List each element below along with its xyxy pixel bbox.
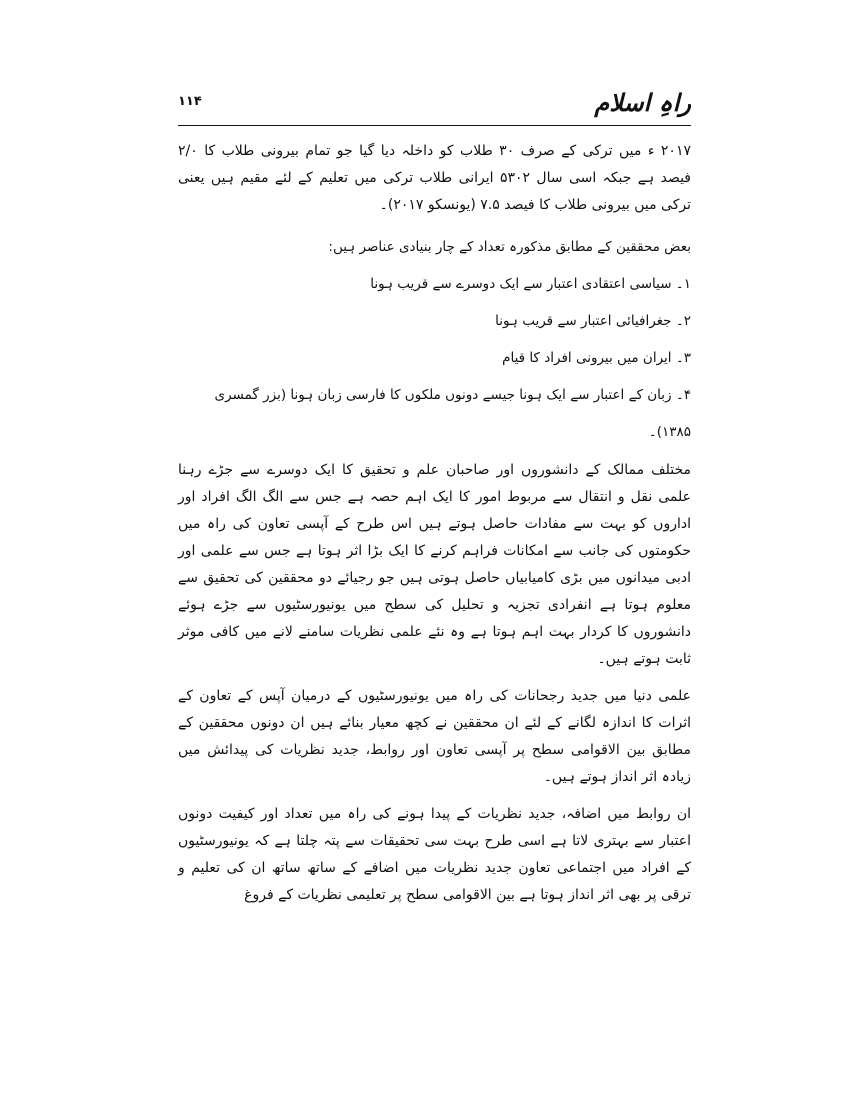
page-number: ۱۱۴ bbox=[178, 94, 202, 109]
journal-title: راہِ اسلام bbox=[594, 88, 691, 117]
list-item-3: ۳۔ ایران میں بیرونی افراد کا قیام bbox=[502, 350, 691, 366]
list-item-1: ۱۔ سیاسی اعتقادی اعتبار سے ایک دوسرے سے قریب ہونا bbox=[370, 276, 691, 292]
paragraph-2: مختلف ممالک کے دانشوروں اور صاحبان علم و تحقیق کا ایک دوسرے سے جڑے رہنا علمی نقل و انتقال سے مربوط امور کا ایک اہم حصہ ہے جس سے الگ الگ افراد اور اداروں کو بہت سے مفادات حاصل ہوتے ہیں اس طرح کے آپسی تعاون کی راہ میں حکومتوں کی جانب سے امکانات فراہم کرنے کا ایک بڑا اثر ہوتا ہے جس سے علمی اور ادبی میدانوں میں بڑی کامیابیاں حاصل ہوتی ہیں جو رجیائے دو محققین کی تحقیق سے معلوم ہوتا ہے انفرادی تجزیہ و تحلیل کی سطح میں یونیورسٹیوں سے جڑے ہوئے دانشوروں کا کردار بہت اہم ہوتا ہے وہ نئے علمی نظریات سامنے لانے میں کافی موثر ثابت ہوتے ہیں۔ bbox=[178, 462, 691, 667]
paragraph-1: ۲۰۱۷ ء میں ترکی کے صرف ۳۰ طلاب کو داخلہ دیا گیا جو تمام بیرونی طلاب کا ۲/۰ فیصد ہے جبکہ اسی سال ۵۳۰۲ ایرانی طلاب ترکی میں تعلیم کے لئے مقیم ہیں یعنی ترکی میں بیرونی طلاب کا فیصد ۷.۵ (یونسکو ۲۰۱۷)۔ bbox=[178, 143, 692, 213]
page-header bbox=[178, 88, 691, 116]
list-item-4: ۴۔ زبان کے اعتبار سے ایک ہونا جیسے دونوں ملکوں کا فارسی زبان ہونا (بزر گمسری ۱۳۸۵)۔ bbox=[214, 387, 691, 440]
header-rule bbox=[178, 125, 691, 126]
list-intro: بعض محققین کے مطابق مذکورہ تعداد کے چار بنیادی عناصر ہیں: bbox=[328, 239, 691, 255]
paragraph-3: علمی دنیا میں جدید رجحانات کی راہ میں یونیورسٹیوں کے درمیان آپس کے تعاون کے اثرات کا اندازہ لگانے کے لئے ان محققین نے کچھ معیار بنائے ہیں ان دونوں محققین کے مطابق بین الاقوامی سطح پر آپسی تعاون اور روابط، جدید نظریات کی پیدائش میں زیادہ اثر انداز ہوتے ہیں۔ bbox=[178, 688, 691, 785]
paragraph-4: ان روابط میں اضافہ، جدید نظریات کے پیدا ہونے کی راہ میں تعداد اور کیفیت دونوں اعتبار سے بہتری لاتا ہے اسی طرح بہت سی تحقیقات سے پتہ چلتا ہے کہ یونیورسٹیوں کے افراد میں اجتماعی تعاون جدید نظریات میں اضافے کے ساتھ ساتھ ان کی تعلیم و ترقی پر بھی اثر انداز ہوتا ہے بین الاقوامی سطح پر تعلیمی نظریات کے فروغ bbox=[178, 806, 691, 903]
list-item-2: ۲۔ جغرافیائی اعتبار سے قریب ہونا bbox=[495, 313, 691, 329]
body-text bbox=[178, 138, 691, 919]
